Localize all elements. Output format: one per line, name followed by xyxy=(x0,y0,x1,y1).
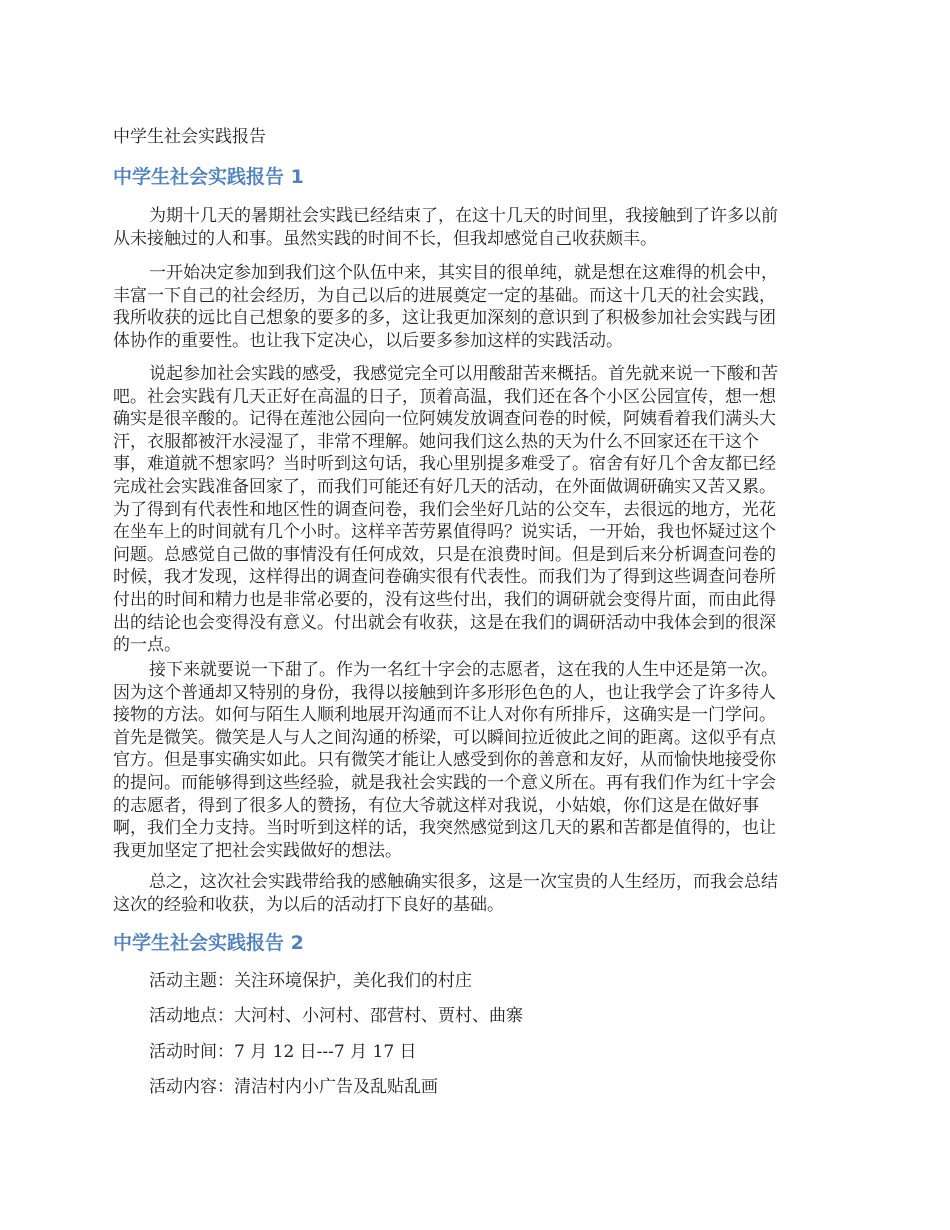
paragraph-line: 我更加坚定了把社会实践做好的想法。 xyxy=(113,840,402,861)
paragraph-line: 的一点。 xyxy=(113,635,181,656)
paragraph-line: 为了得到有代表性和地区性的调查问卷，我们会坐好几站的公交车，去很远的地方，光花 xyxy=(113,499,776,520)
paragraph xyxy=(113,363,839,657)
section-heading-1: 中学生社会实践报告 1 xyxy=(113,166,304,188)
paragraph xyxy=(113,262,839,352)
activity-theme: 活动主题：关注环境保护，美化我们的村庄 xyxy=(149,971,472,991)
paragraph-line: 一开始决定参加到我们这个队伍中来，其实目的很单纯，就是想在这难得的机会中， xyxy=(149,263,778,283)
paragraph-line: 接物的方法。如何与陌生人顺利地展开沟通而不让人对你有所排斥，这确实是一门学问。 xyxy=(113,705,776,726)
activity-time: 活动时间：7 月 12 日---7 月 17 日 xyxy=(149,1042,417,1062)
paragraph xyxy=(113,871,839,916)
paragraph-line: 为期十几天的暑期社会实践已经结束了，在这十几天的时间里，我接触到了许多以前 xyxy=(149,206,778,226)
paragraph-line: 付出的时间和精力也是非常必要的，没有这些付出，我们的调研就会变得片面，而由此得 xyxy=(113,589,776,610)
paragraph-line: 说起参加社会实践的感受，我感觉完全可以用酸甜苦来概括。首先就来说一下酸和苦 xyxy=(149,364,778,384)
paragraph-line: 这次的经验和收获，为以后的活动打下良好的基础。 xyxy=(113,894,504,915)
paragraph-line: 官方。但是事实确实如此。只有微笑才能让人感受到你的善意和友好，从而愉快地接受你 xyxy=(113,750,776,771)
paragraph-line: 的志愿者，得到了很多人的赞扬，有位大爷就这样对我说，小姑娘，你们这是在做好事 xyxy=(113,795,759,816)
paragraph xyxy=(113,205,839,250)
paragraph-line: 确实是很辛酸的。记得在莲池公园向一位阿姨发放调查问卷的时候，阿姨看着我们满头大 xyxy=(113,409,776,430)
section-heading-2: 中学生社会实践报告 2 xyxy=(113,932,304,954)
paragraph-line: 出的结论也会变得没有意义。付出就会有收获，这是在我们的调研活动中我体会到的很深 xyxy=(113,612,776,633)
paragraph-line: 首先是微笑。微笑是人与人之间沟通的桥梁，可以瞬间拉近彼此之间的距离。这似乎有点 xyxy=(113,727,776,748)
paragraph-line: 汗，衣服都被汗水浸湿了，非常不理解。她问我们这么热的天为什么不回家还在干这个 xyxy=(113,431,759,452)
activity-content: 活动内容：清洁村内小广告及乱贴乱画 xyxy=(149,1077,438,1097)
paragraph-line: 因为这个普通却又特别的身份，我得以接触到许多形形色色的人，也让我学会了许多待人 xyxy=(113,682,776,703)
activity-location: 活动地点：大河村、小河村、邵营村、贾村、曲寨 xyxy=(149,1006,523,1026)
paragraph-line: 丰富一下自己的社会经历，为自己以后的进展奠定一定的基础。而这十几天的社会实践， xyxy=(113,285,776,306)
paragraph-line: 事，难道就不想家吗？当时听到这句话，我心里别提多难受了。宿舍有好几个舍友都已经 xyxy=(113,454,776,475)
paragraph xyxy=(113,659,839,862)
paragraph-line: 从未接触过的人和事。虽然实践的时间不长，但我却感觉自己收获颇丰。 xyxy=(113,228,657,249)
paragraph-line: 的提问。而能够得到这些经验，就是我社会实践的一个意义所在。再有我们作为红十字会 xyxy=(113,772,776,793)
paragraph-line: 总之，这次社会实践带给我的感触确实很多，这是一次宝贵的人生经历，而我会总结 xyxy=(149,872,778,892)
paragraph-line: 啊，我们全力支持。当时听到这样的话，我突然感觉到这几天的累和苦都是值得的，也让 xyxy=(113,818,776,839)
paragraph-line: 吧。社会实践有几天正好在高温的日子，顶着高温，我们还在各个小区公园宣传，想一想 xyxy=(113,386,776,407)
paragraph-line: 接下来就要说一下甜了。作为一名红十字会的志愿者，这在我的人生中还是第一次。 xyxy=(149,660,778,680)
paragraph-line: 问题。总感觉自己做的事情没有任何成效，只是在浪费时间。但是到后来分析调查问卷的 xyxy=(113,544,776,565)
paragraph-line: 完成社会实践准备回家了，而我们可能还有好几天的活动，在外面做调研确实又苦又累。 xyxy=(113,476,776,497)
paragraph-line: 我所收获的远比自己想象的要多的多，这让我更加深刻的意识到了积极参加社会实践与团 xyxy=(113,308,776,329)
paragraph-line: 时候，我才发现，这样得出的调查问卷确实很有代表性。而我们为了得到这些调查问卷所 xyxy=(113,567,776,588)
document-title: 中学生社会实践报告 xyxy=(113,127,266,147)
paragraph-line: 在坐车上的时间就有几个小时。这样辛苦劳累值得吗？说实话，一开始，我也怀疑过这个 xyxy=(113,522,776,543)
paragraph-line: 体协作的重要性。也让我下定决心，以后要多参加这样的实践活动。 xyxy=(113,330,623,351)
